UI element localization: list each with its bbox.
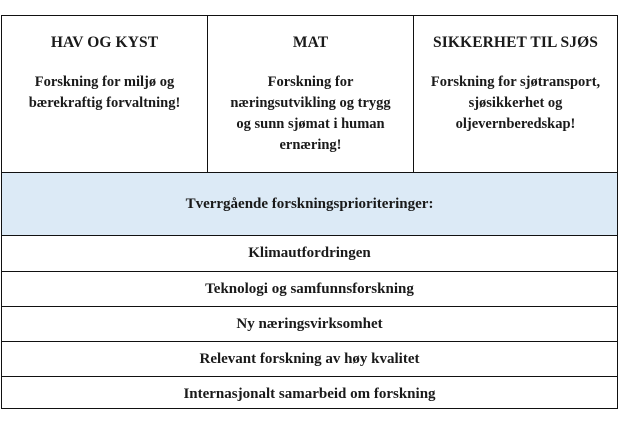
research-priorities-diagram — [1, 15, 618, 409]
area-title: HAV OG KYST — [50, 34, 159, 51]
area-title: SIKKERHET TIL SJØS — [433, 34, 598, 51]
research-areas-row — [2, 16, 617, 173]
priority-list — [2, 236, 617, 411]
area-description-line: næringsutvikling og trygg — [230, 95, 391, 111]
area-description-line: og sunn sjømat i human — [236, 116, 385, 132]
area-hav-og-kyst — [2, 16, 207, 172]
priority-item-naeringsvirksomhet: Ny næringsvirksomhet — [2, 306, 617, 341]
area-mat — [207, 16, 413, 172]
area-description-line: Forskning for sjøtransport, — [430, 74, 601, 90]
area-description-line: bærekraftig forvaltning! — [28, 95, 181, 111]
priority-item-klima: Klimautfordringen — [248, 245, 371, 261]
area-description-line: Forskning for miljø og — [34, 74, 175, 90]
area-description-line: ernæring! — [279, 137, 342, 153]
area-description-line: sjøsikkerhet og — [468, 95, 563, 111]
area-sikkerhet-til-sjos — [413, 16, 617, 172]
area-description-line: oljevernberedskap! — [455, 116, 576, 132]
area-description — [216, 72, 405, 156]
area-description-line: Forskning for — [267, 74, 354, 90]
area-title: MAT — [292, 34, 329, 51]
priority-item-teknologi: Teknologi og samfunnsforskning — [2, 271, 617, 306]
area-description — [10, 72, 199, 114]
priority-item-internasjonalt: Internasjonalt samarbeid om forskning — [2, 376, 617, 411]
area-description — [422, 72, 609, 135]
cross-cutting-priorities-banner: Tverrgående forskningsprioriteringer: — [2, 173, 617, 236]
priority-item-kvalitet: Relevant forskning av høy kvalitet — [2, 341, 617, 376]
